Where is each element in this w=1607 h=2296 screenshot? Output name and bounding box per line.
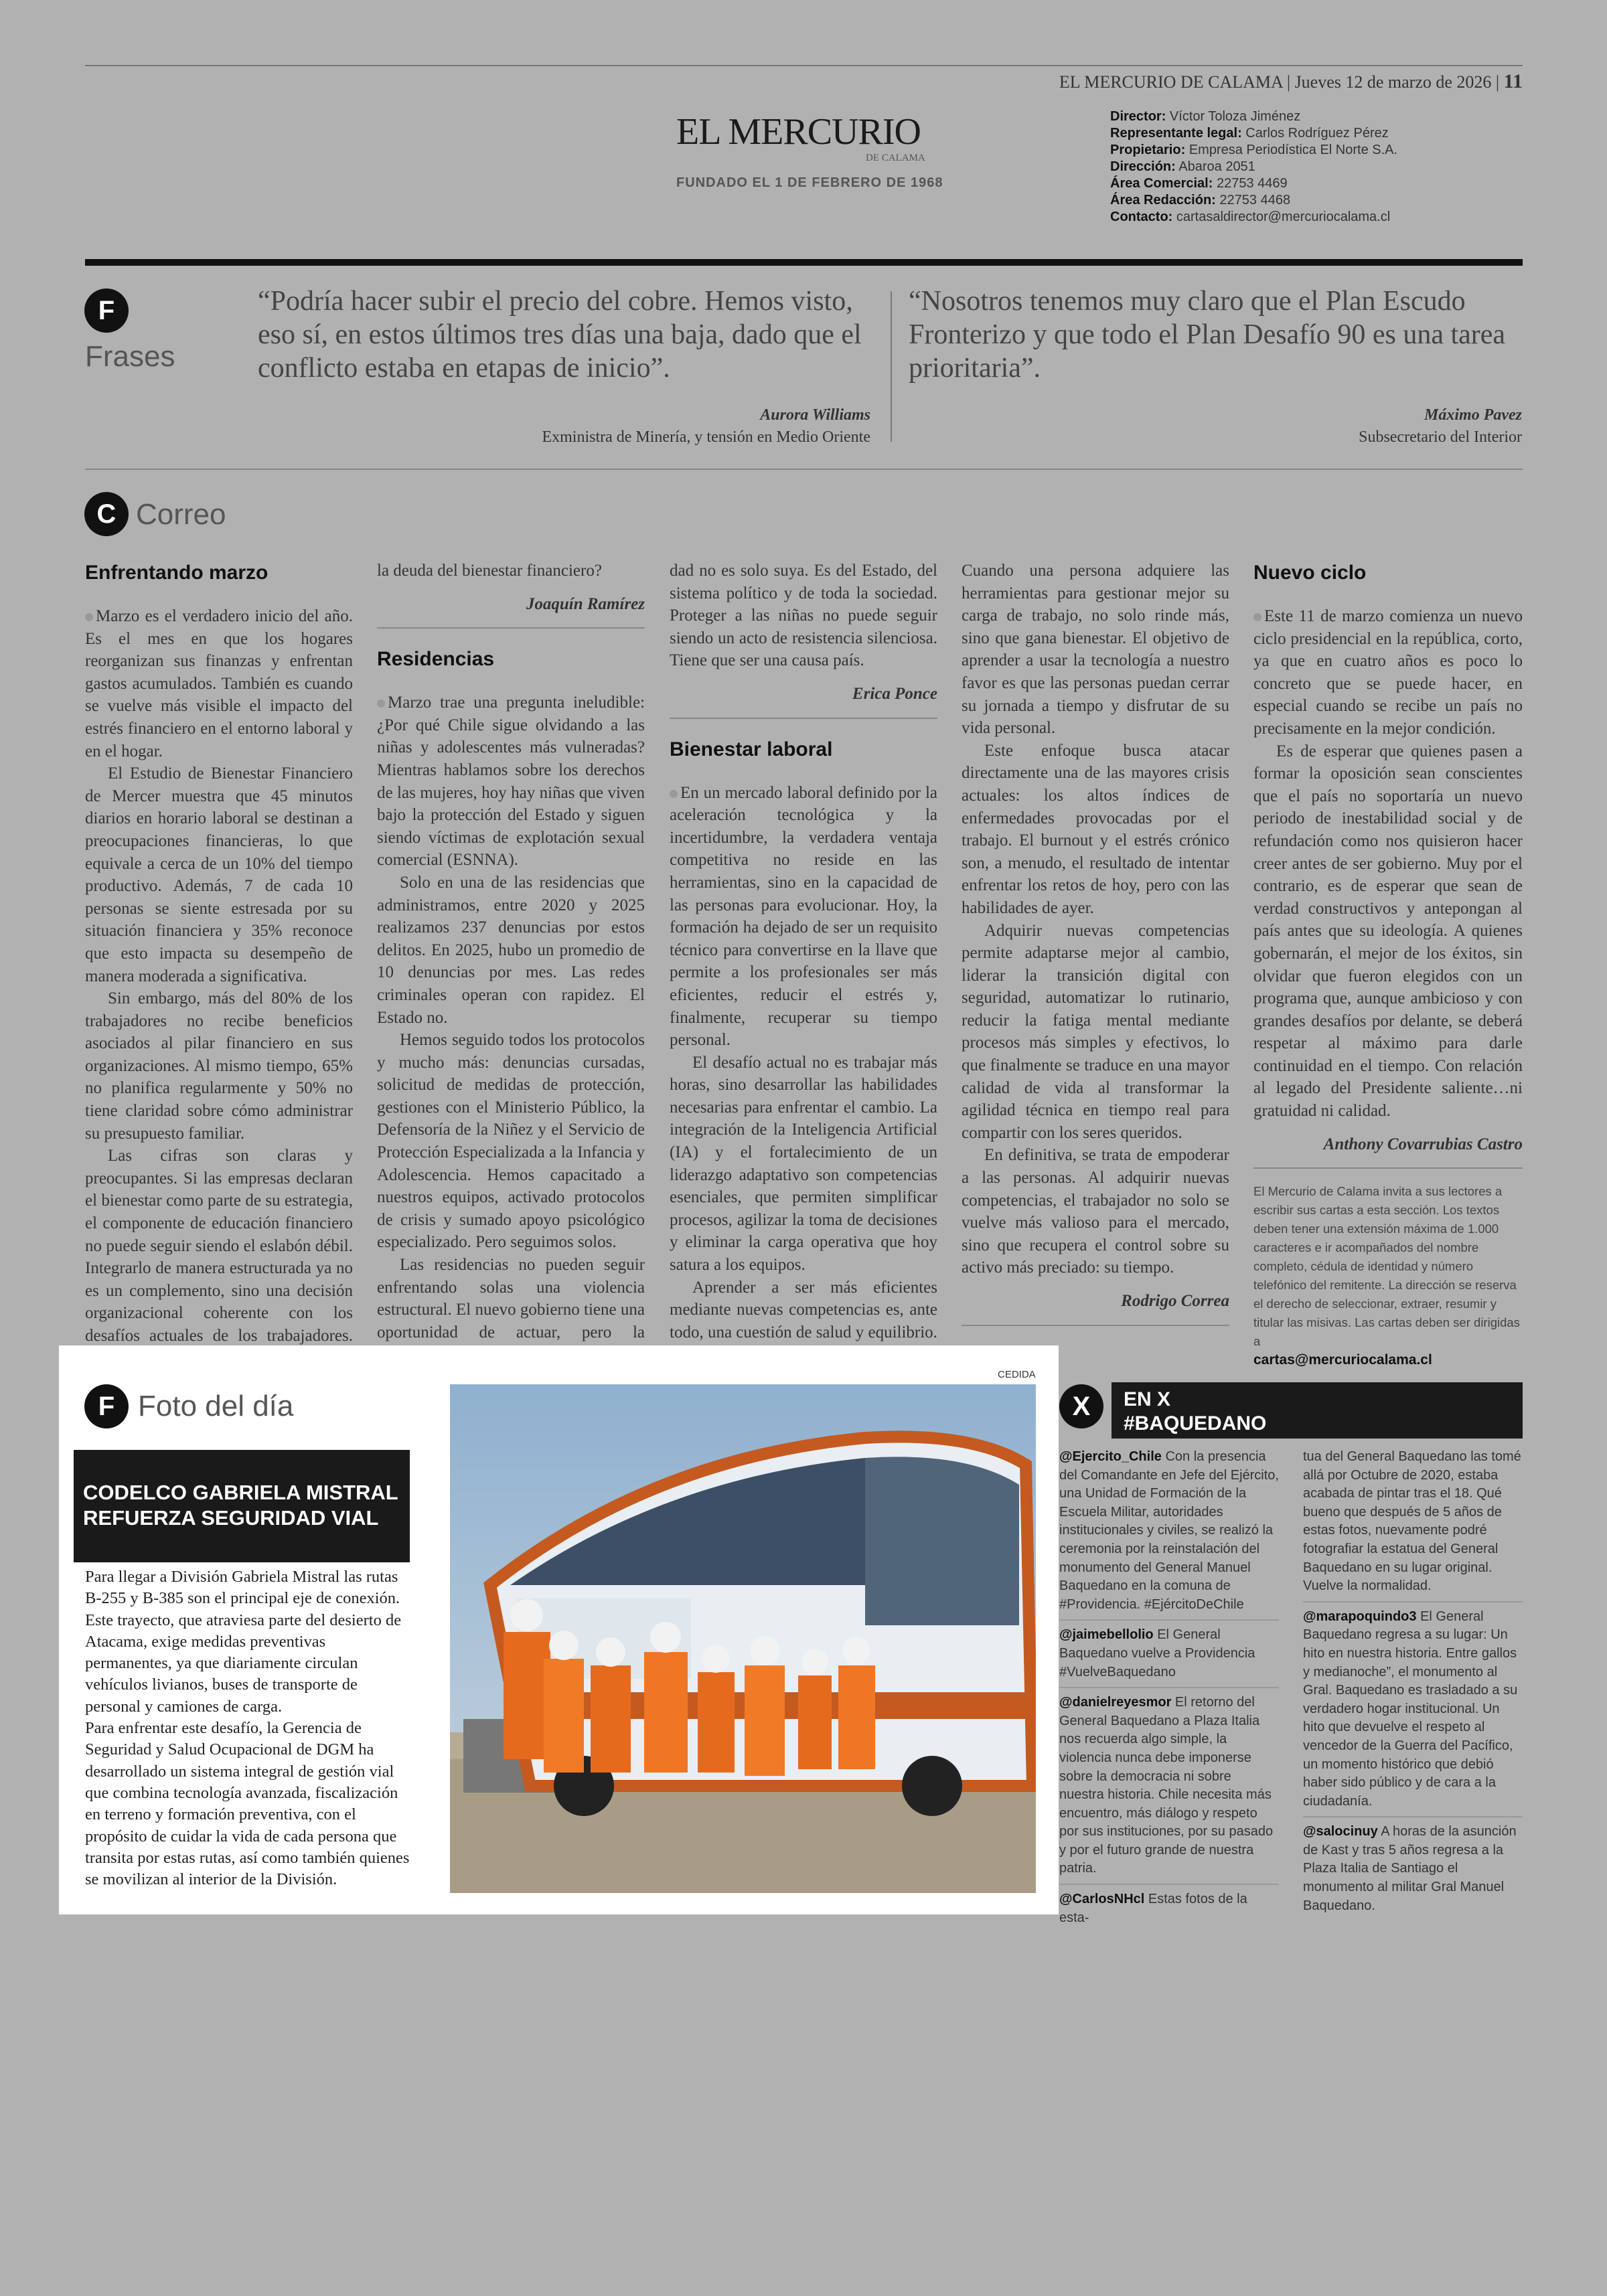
x-header: EN X #BAQUEDANO (1112, 1382, 1523, 1439)
letter-heading: Bienestar laboral (670, 738, 833, 760)
quote-2-text: “Nosotros tenemos muy claro que el Plan Escudo Fronterizo y que todo el Plan Desafío 90 es una tarea prioritaria”. (909, 286, 1506, 384)
quote-2-role: Subsecretario del Interior (1359, 428, 1522, 446)
tweet: @danielreyesmor El retorno del General Baquedano a Plaza Italia nos recuerda algo simple, la violencia nunca debe imponerse sobre la democracia ni sobre nuestra historia. Chile necesita más encuentro, más diálogo y respeto por sus instituciones, por su pasado y por el futuro grande de nuestra patria. (1059, 1694, 1279, 1885)
letter-divider (1253, 1167, 1523, 1169)
tweet: @marapoquindo3 El General Baquedano regresa a su lugar: Un hito en nuestra historia. Entre gallos y medianoche”, el monumento al Gral. Baquedano es trasladado a su verdadero hogar institucional. Un hito que devuelve el respeto al vencedor de la Guerra del Pacífico, un momento histórico que debió haber sido público y de cara a la ciudadanía. (1303, 1608, 1523, 1818)
masthead-founded: FUNDADO EL 1 DE FEBRERO DE 1968 (676, 175, 943, 190)
photo-credit: CEDIDA (998, 1369, 1036, 1380)
tweet-user[interactable]: @danielreyesmor (1059, 1695, 1172, 1710)
tweet-user[interactable]: @CarlosNHcl (1059, 1892, 1145, 1907)
tweet: @salocinuy A horas de la asunción de Kast y tras 5 años regresa a la Plaza Italia de Santiago el monumento al militar Gral Manuel Baquedano. (1303, 1824, 1517, 1913)
info-line: Área Redacción: 22753 4468 (1110, 193, 1291, 208)
letter-divider (377, 627, 645, 629)
header-thick-rule (85, 259, 1523, 266)
letter-col-1: Enfrentando marzo Marzo es el verdadero inicio del año. Es el mes en que los hogares reorganizan sus finanzas y enfrentan gastos acumulados. También es cuando se vuelve más visible el impacto del estrés financiero en el entorno laboral y en el hogar. El Estudio de Bienestar Financiero de Mercer muestra que 45 minutos diarios en horario laboral se destinan a preocupaciones financieras, lo que equivale a cerca de un 10% del tiempo productivo. Además, 7 de cada 10 personas se siente estresada por su situación financiera y 35% reconoce que esto impacta su desempeño de manera moderada a significativa. Sin embargo, más del 80% de los trabajadores no recibe beneficios asociados al pilar financiero en sus organizaciones. Al mismo tiempo, 65% no planifica regularmente y 50% no tiene claridad sobre cómo administrar su presupuesto familiar. Las cifras son claras y preocupantes. Si las empresas declaran el bienestar como parte de su estrategia, el componente de educación financiero no puede seguir siendo el eslabón débil. Integrarlo de manera estructurada ya no es un complemento, sino una decisión organizacional coherente con los desafíos actuales de los trabajadores. (85, 560, 353, 1392)
correo-badge: C (84, 492, 129, 536)
letter-signature: Anthony Covarrubias Castro (1323, 1135, 1523, 1153)
bullet-dot (670, 790, 678, 798)
tweet: @jaimebellolio El General Baquedano vuelve a Providencia #VuelveBaquedano (1059, 1626, 1279, 1688)
tweet: tua del General Baquedano las tomé allá por Octubre de 2020, estaba acabada de pintar tras el 18. Qué bueno que después de 5 años de estas fotos, nuevamente podré fotografiar la estatua del General Baquedano en su lugar original. Vuelve la normalidad. (1303, 1448, 1523, 1603)
foto-badge: F (84, 1384, 129, 1428)
letter-col-2: la deuda del bienestar financiero? Joaquín Ramírez Residencias Marzo trae una pregunta ineludible: ¿Por qué Chile sigue olvidando a las niñas y adolescentes más vulneradas? Mientras hablamos sobre los derechos de las mujeres, hoy hay niñas que viven bajo la protección del Estado y siguen siendo víctimas de explotación sexual comercial (ESNNA). Solo en una de las residencias que administramos, entre 2020 y 2025 realizamos 237 denuncias por estos delitos. En 2025, hubo un promedio de 10 denuncias por mes. Las redes criminales operan con rapidez. El Estado no. Hemos seguido todos los protocolos y mucho más: denuncias cursadas, solicitud de medidas de protección, gestiones con el Ministerio Público, la Defensoría de la Niñez y el Servicio de Protección Especializada a la Infancia y Adolescencia. Hemos capacitado a nuestros equipos, activado protocolos de crisis y sumado apoyo psicológico especializado. Pero seguimos solos. Las residencias no pueden seguir enfrentando solas una violencia estructural. El nuevo gobierno tiene una oportunidad de actuar, pero la (377, 562, 645, 1341)
letter-divider (962, 1325, 1229, 1326)
letter-signature: Erica Ponce (852, 684, 937, 703)
foto-body: Para llegar a División Gabriela Mistral las rutas B-255 y B-385 son el principal eje de conexión. Este trayecto, que atraviesa parte del desierto de Atacama, exige medidas preventivas permanentes, ya que diariamente circulan vehículos livianos, buses de transporte de personal y camiones de carga. Para enfrentar este desafío, la Gerencia de Seguridad y Salud Ocupacional de DGM ha desarrollado un sistema integral de gestión vial que combina tecnología avanzada, fiscalización en terreno y formación preventiva, con el propósito de cuidar la vida de cada persona que transita por estas rutas, así como también quienes se movilizan al interior de la División. (85, 1568, 410, 1889)
tweet-user[interactable]: @marapoquindo3 (1303, 1609, 1417, 1624)
letter-heading: Enfrentando marzo (85, 562, 269, 584)
letters-note: El Mercurio de Calama invita a sus lectores a escribir sus cartas a esta sección. Los textos deben tener una extensión máxima de 1.000 caracteres e ir acompañados del nombre completo, cédula de identidad y número telefónico del remitente. La dirección se reserva el derecho de seleccionar, extraer, resumir y titular las misivas. Las cartas deben ser dirigidas a cartas@mercuriocalama.cl (1253, 1184, 1520, 1368)
bullet-dot (85, 613, 93, 621)
page-number: 11 (1503, 70, 1523, 92)
letter-heading: Residencias (377, 648, 495, 671)
frases-title: Frases (85, 340, 175, 373)
masthead-logo: EL MERCURIO (676, 111, 921, 153)
letter-divider (670, 718, 937, 719)
hashtag-title: #BAQUEDANO (1124, 1412, 1267, 1434)
quote-2-name: Máximo Pavez (1424, 406, 1522, 424)
letter-col-5: Nuevo ciclo Este 11 de marzo comienza un nuevo ciclo presidencial en la república, corto, ya que en cuatro años es poco lo concreto que se puede hacer, en especial cuando se recibe un país no precisamente en la mejor condición. Es de esperar que quienes pasen a formar la oposición sean conscientes que el país no soportaría un nuevo periodo de inestabilidad social y de refundación como nos quisieron hacer creer antes de ser gobierno. Muy por el contrario, es de esperar que sean de verdad constructivos y antepongan al país antes que su ideología. A quienes gobernarán, el mejor de los éxitos, sin olvidar que fueron elegidos con un programa que, aunque ambicioso y con grandes desafíos por delante, se deberá respetar al máximo para darle continuidad en el tiempo. Con relación al legado del Presidente saliente…ni gratuidad ni calidad. Anthony Covarrubias Castro El Mercurio de Calama invita a sus lectores a escribir sus cartas a esta sección. Los textos deben tener una extensión máxima de 1.000 caracteres e ir acompañados del nombre completo, cédula de identidad y número telefónico del remitente. La dirección se reserva el derecho de seleccionar, extraer, resumir y titular las misivas. Las cartas deben ser dirigidas a cartas@mercuriocalama.cl (1253, 560, 1523, 1370)
letter-heading: Nuevo ciclo (1253, 562, 1367, 584)
tweet-user[interactable]: @Ejercito_Chile (1059, 1449, 1162, 1464)
tweet-user[interactable]: @jaimebellolio (1059, 1627, 1154, 1643)
tweets-col-2 (1303, 1448, 1523, 1926)
running-head-date: Jueves 12 de marzo de 2026 (1294, 72, 1492, 92)
letter-signature: Joaquín Ramírez (526, 594, 645, 613)
frases-divider (891, 291, 892, 442)
frases-bottom-rule (85, 469, 1523, 470)
bus-wheel (902, 1756, 962, 1816)
foto-title: Foto del día (138, 1390, 294, 1422)
info-line: Área Comercial: 22753 4469 (1110, 176, 1288, 191)
quote-1-role: Exministra de Minería, y tensión en Medio Oriente (542, 428, 870, 446)
letter-signature: Rodrigo Correa (1121, 1292, 1229, 1310)
info-line: Representante legal: Carlos Rodríguez Pérez (1110, 126, 1389, 141)
letter-col-4: Cuando una persona adquiere las herramientas para gestionar mejor su carga de trabajo, no solo rinde más, sino que gana bienestar. El objetivo de aprender a usar la tecnología a nuestro favor es que las personas puedan cerrar su jornada a tiempo y disfrutar de su vida personal. Este enfoque busca atacar directamente una de las mayores crisis actuales: los altos índices de enfermedades provocadas por el trabajo. El burnout y el estrés crónico son, a menudo, el resultado de intentar enfrentar los retos de hoy, pero con las habilidades de ayer. Adquirir nuevas competencias permite adaptarse mejor al cambio, liderar la transición digital con seguridad, automatizar lo rutinario, reducir la fatiga mental mediante procesos más simples y efectivos, lo que finalmente se traduce en una mayor calidad de vida al transformar la agilidad técnica en tiempo real para compartir con los seres queridos. En definitiva, se trata de empoderar a las personas. Al adquirir nuevas competencias, el trabajador no solo se vuelve más valioso para el mercado, sino que recupera el control sobre su activo más preciado: su tiempo. Rodrigo Correa (962, 560, 1229, 1326)
running-head: EL MERCURIO DE CALAMA | Jueves 12 de marzo de 2026 | 11 (1059, 70, 1523, 92)
quote-1-text: “Podría hacer subir el precio del cobre. Hemos visto, eso sí, en estos últimos tres días una baja, dado que el conflicto estaba en etapas de inicio”. (258, 286, 862, 384)
tweet: @CarlosNHcl Estas fotos de la esta- (1059, 1892, 1247, 1925)
info-line: Propietario: Empresa Periodística El Norte S.A. (1110, 143, 1398, 157)
info-line: Dirección: Abaroa 2051 (1110, 159, 1255, 174)
x-badge: X (1059, 1384, 1103, 1428)
tweets-col-1 (1059, 1448, 1279, 1938)
frases-badge: F (84, 289, 129, 333)
foto-headline: CODELCO GABRIELA MISTRAL REFUERZA SEGURIDAD VIAL (74, 1450, 410, 1562)
masthead-sub: DE CALAMA (866, 153, 925, 163)
correo-title: Correo (136, 498, 226, 531)
tweet: @Ejercito_Chile Con la presencia del Comandante en Jefe del Ejército, una Unidad de Formación de la Escuela Militar, autoridades institucionales y civiles, se realizó la ceremonia por la reinstalación del monumento del General Manuel Baquedano en la comuna de #Providencia. #EjércitoDeChile (1059, 1448, 1279, 1621)
letters-email[interactable]: cartas@mercuriocalama.cl (1253, 1352, 1432, 1368)
letter-col-3: dad no es solo suya. Es del Estado, del sistema político y de toda la sociedad. Proteger a las niñas no puede seguir siendo un acto de resistencia silenciosa. Tiene que ser una causa país. Erica Ponce Bienestar laboral En un mercado laboral definido por la aceleración tecnológica y la incertidumbre, la verdadera ventaja competitiva no reside en las herramientas, sino en la capacidad de las personas para evolucionar. Hoy, la formación ha dejado de ser un requisito técnico para convertirse en la llave que permite a los profesionales ser más eficientes, reducir el estrés y, finalmente, recuperar su tiempo personal. El desafío actual no es trabajar más horas, sino desarrollar las habilidades necesarias para enfrentar el cambio. La integración de la Inteligencia Artificial (IA) y el fortalecimiento de un liderazgo adaptativo son competencias esenciales, que permiten simplificar procesos, agilizar la toma de decisiones y eliminar la carga operativa que hoy satura a los equipos. Aprender a ser más eficientes mediante nuevas competencias es, ante todo, una cuestión de salud y equilibrio. (670, 562, 937, 1341)
info-line: Director: Víctor Toloza Jiménez (1110, 109, 1301, 124)
tweet-user[interactable]: @salocinuy (1303, 1824, 1378, 1839)
bullet-dot (1253, 613, 1261, 621)
bus-safety-photo (450, 1384, 1036, 1893)
quote-1-name: Aurora Williams (760, 406, 870, 424)
masthead-info (1110, 108, 1397, 226)
bus-windshield (865, 1457, 1019, 1625)
contact-email[interactable]: cartasaldirector@mercuriocalama.cl (1176, 210, 1391, 224)
info-line: Contacto: cartasaldirector@mercuriocalama.cl (1110, 210, 1391, 224)
top-rule (85, 65, 1523, 66)
running-head-paper: EL MERCURIO DE CALAMA (1059, 72, 1283, 92)
bullet-dot (377, 700, 385, 708)
